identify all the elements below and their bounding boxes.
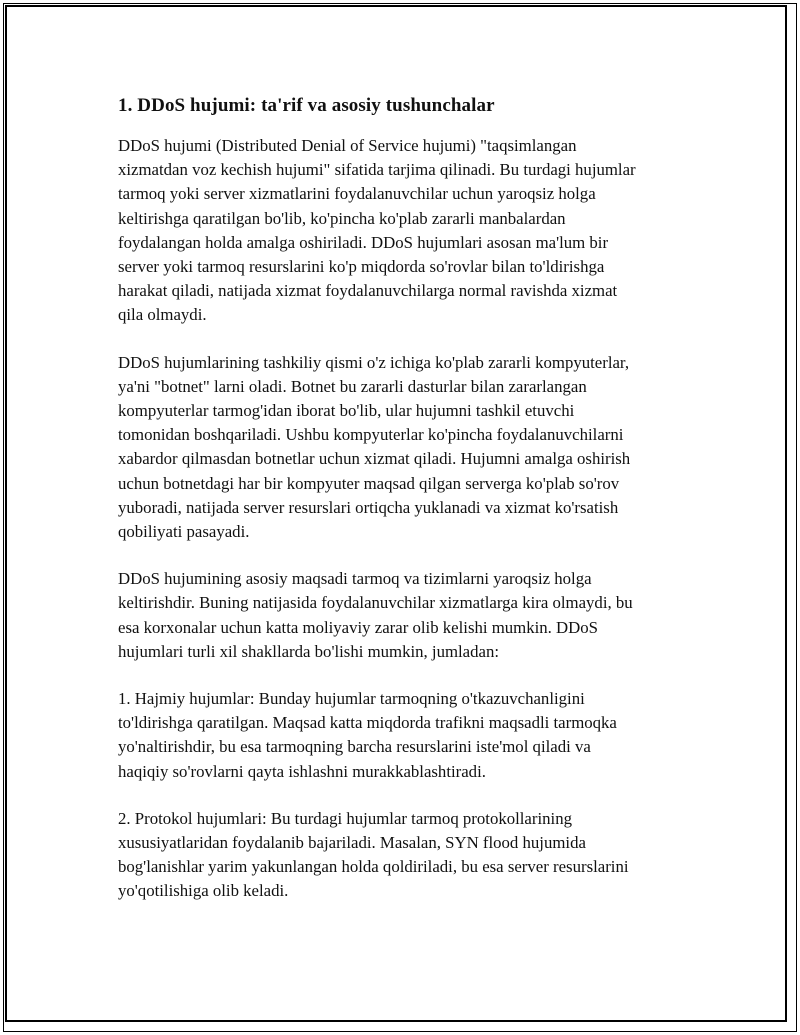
- paragraph-definition: DDoS hujumi (Distributed Denial of Service hujumi) "taqsimlangan xizmatdan voz kechish hujumi" sifatida tarjima qilinadi. Bu turdagi hujumlar tarmoq yoki server xizmatlarini foydalanuvchilar uchun yaroqsiz holga keltirishga qaratilgan bo'lib, ko'pincha ko'plab zararli manbalardan foydalangan holda amalga oshiriladi. DDoS hujumlari asosan ma'lum bir server yoki tarmoq resurslarini ko'p miqdorda so'rovlar bilan to'ldirishga harakat qiladi, natijada xizmat foydalanuvchilarga normal ravishda xizmat qila olmaydi.: [118, 136, 636, 325]
- section-heading: 1. DDoS hujumi: ta'rif va asosiy tushunchalar: [118, 95, 495, 116]
- list-item-volumetric: 1. Hajmiy hujumlar: Bunday hujumlar tarmoqning o'tkazuvchanligini to'ldirishga qaratilgan. Maqsad katta miqdorda trafikni maqsadli tarmoqka yo'naltirishdir, bu esa tarmoqning barcha resurslarini iste'mol qiladi va haqiqiy so'rovlarni qayta ishlashni murakkablashtiradi.: [118, 689, 617, 781]
- document-body: [118, 92, 698, 927]
- paragraph-goal: DDoS hujumining asosiy maqsadi tarmoq va tizimlarni yaroqsiz holga keltirishdir. Buning natijasida foydalanuvchilar xizmatlarga kira olmaydi, bu esa korxonalar uchun katta moliyaviy zarar olib kelishi mumkin. DDoS hujumlari turli xil shakllarda bo'lishi mumkin, jumladan:: [118, 569, 633, 661]
- list-item-protocol: 2. Protokol hujumlari: Bu turdagi hujumlar tarmoq protokollarining xususiyatlaridan foydalanib bajariladi. Masalan, SYN flood hujumida bog'lanishlar yarim yakunlangan holda qoldiriladi, bu esa server resurslarini yo'qotilishiga olib keladi.: [118, 808, 629, 901]
- paragraph-botnet: DDoS hujumlarining tashkiliy qismi o'z ichiga ko'plab zararli kompyuterlar, ya'ni "botnet" larni oladi. Botnet bu zararli dasturlar bilan zararlangan kompyuterlar tarmog'idan iborat bo'lib, ular hujumni tashkil etuvchi tomonidan boshqariladi. Ushbu kompyuterlar ko'pincha foydalanuvchilarni xabardor qilmasdan botnetlar uchun xizmat qiladi. Hujumni amalga oshirish uchun botnetdagi har bir kompyuter maqsad qilgan serverga ko'plab so'rov yuboradi, natijada server resurslari ortiqcha yuklanadi va xizmat ko'rsatish qobiliyati pasayadi.: [118, 352, 631, 542]
